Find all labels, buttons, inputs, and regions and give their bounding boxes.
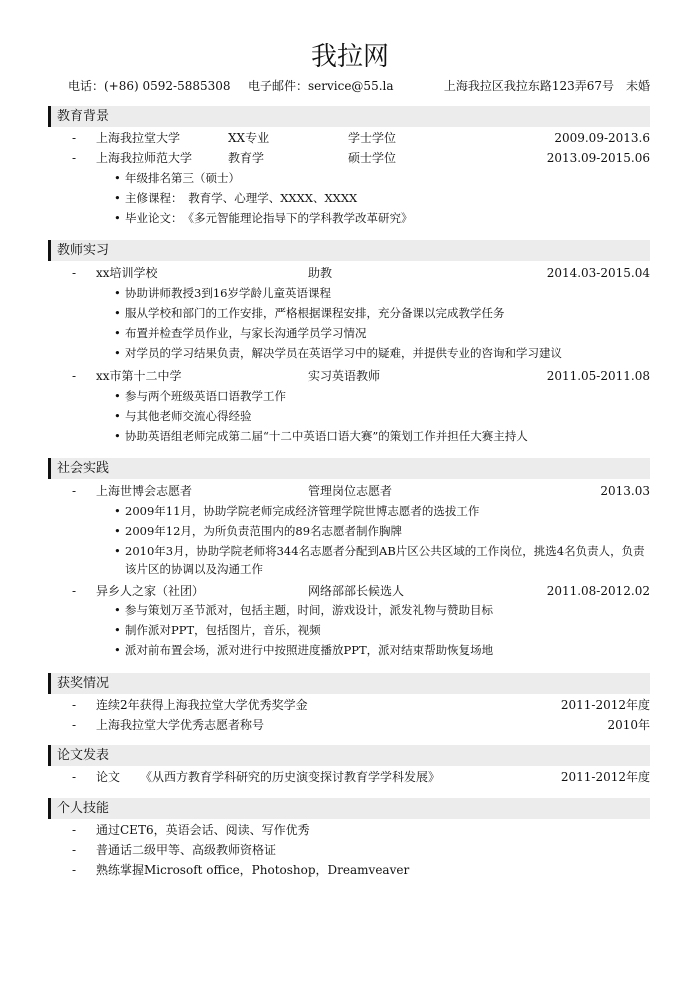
- bullet-icon: •: [114, 409, 121, 423]
- bullet-text: 协助英语组老师完成第二届“十二中英语口语大赛”的策划工作并担任大赛主持人: [125, 429, 528, 443]
- award-text: 上海我拉堂大学优秀志愿者称号: [96, 718, 265, 732]
- degree-name: 硕士学位: [348, 151, 397, 165]
- entry-date: 2009.09-2013.6: [554, 131, 650, 145]
- org-name: xx市第十二中学: [96, 369, 182, 383]
- internship-bullet: [114, 344, 650, 362]
- bullet-icon: •: [114, 643, 121, 657]
- school-name: 上海我拉堂大学: [96, 131, 181, 145]
- award-entry: [68, 716, 650, 734]
- social-entry: [68, 482, 650, 500]
- entry-date: 2013.09-2015.06: [546, 151, 650, 165]
- skill-text: 通过CET6，英语会话、阅读、写作优秀: [96, 823, 310, 837]
- dash-marker: -: [72, 584, 77, 598]
- entry-date: 2011.08-2012.02: [546, 584, 650, 598]
- section-title: 教师实习: [57, 243, 110, 258]
- role-name: 助教: [308, 266, 333, 280]
- dash-marker: -: [72, 770, 77, 784]
- resume-name: 我拉网: [310, 42, 389, 72]
- social-bullet: [114, 621, 650, 639]
- skill-entry: [68, 861, 650, 879]
- contact-line: [68, 78, 650, 94]
- social-bullet: [114, 502, 650, 520]
- bullet-icon: •: [114, 623, 121, 637]
- dash-marker: -: [72, 369, 77, 383]
- dash-marker: -: [72, 863, 77, 877]
- internship-bullet: [114, 284, 650, 302]
- internship-bullet: [114, 324, 650, 342]
- section-title: 个人技能: [57, 801, 110, 816]
- entry-date: 2013.03: [600, 484, 650, 498]
- bullet-icon: •: [114, 306, 121, 320]
- bullet-icon: •: [114, 524, 121, 538]
- major-name: XX专业: [228, 131, 270, 145]
- detail-text: 毕业论文： 《多元智能理论指导下的学科教学改革研究》: [125, 211, 413, 225]
- dash-marker: -: [72, 151, 77, 165]
- bullet-text: 派对前布置会场，派对进行中按照进度播放PPT，派对结束帮助恢复场地: [125, 643, 494, 657]
- skill-entry: [68, 821, 650, 839]
- role-name: 管理岗位志愿者: [308, 484, 393, 498]
- entry-date: 2014.03-2015.04: [546, 266, 650, 280]
- section-education: [48, 106, 650, 127]
- dash-marker: -: [72, 843, 77, 857]
- paper-label: 论文: [96, 770, 121, 784]
- social-entry: [68, 582, 650, 600]
- bullet-text: 与其他老师交流心得经验: [125, 409, 252, 423]
- internship-entry: [68, 367, 650, 385]
- skill-text: 熟练掌握Microsoft office，Photoshop，Dreamveaver: [96, 863, 410, 877]
- entry-date: 2011-2012年度: [560, 698, 650, 712]
- education-detail: [114, 209, 650, 227]
- dash-marker: -: [72, 484, 77, 498]
- bullet-icon: •: [114, 191, 121, 205]
- education-entry: [68, 129, 650, 147]
- role-name: 网络部部长候选人: [308, 584, 405, 598]
- bullet-icon: •: [114, 389, 121, 403]
- section-title: 社会实践: [57, 461, 110, 476]
- section-awards: [48, 673, 650, 694]
- education-entry: [68, 149, 650, 167]
- award-entry: [68, 696, 650, 714]
- contact-phone: 电话：(+86) 0592-5885308: [68, 79, 231, 93]
- education-detail: [114, 169, 650, 187]
- org-name: 上海世博会志愿者: [96, 484, 193, 498]
- section-internship: [48, 240, 650, 261]
- bullet-text: 对学员的学习结果负责，解决学员在英语学习中的疑难，并提供专业的咨询和学习建议: [125, 346, 562, 360]
- bullet-icon: •: [114, 544, 121, 558]
- bullet-icon: •: [114, 171, 121, 185]
- paper-entry: [68, 768, 650, 786]
- bullet-icon: •: [114, 211, 121, 225]
- bullet-icon: •: [114, 504, 121, 518]
- contact-email: 电子邮件：service@55.la: [248, 79, 394, 93]
- bullet-text: 2009年11月，协助学院老师完成经济管理学院世博志愿者的选拔工作: [125, 504, 480, 518]
- bullet-text: 制作派对PPT，包括图片，音乐，视频: [125, 623, 321, 637]
- bullet-icon: •: [114, 326, 121, 340]
- bullet-text: 参与策划万圣节派对，包括主题，时间，游戏设计，派发礼物与赞助目标: [125, 603, 493, 617]
- dash-marker: -: [72, 698, 77, 712]
- social-bullet: [114, 542, 650, 578]
- skill-text: 普通话二级甲等、高级教师资格证: [96, 843, 277, 857]
- bullet-icon: •: [114, 603, 121, 617]
- entry-date: 2010年: [607, 718, 650, 732]
- social-bullet: [114, 641, 650, 659]
- bullet-text: 布置并检查学员作业，与家长沟通学员学习情况: [125, 326, 367, 340]
- internship-entry: [68, 264, 650, 282]
- org-name: xx培训学校: [96, 266, 158, 280]
- paper-title: 《从西方教育学科研究的历史演变探讨教育学学科发展》: [140, 770, 441, 784]
- internship-bullet: [114, 387, 650, 405]
- internship-bullet: [114, 407, 650, 425]
- detail-text: 年级排名第三（硕士）: [125, 171, 240, 185]
- bullet-icon: •: [114, 346, 121, 360]
- social-bullet: [114, 522, 650, 540]
- dash-marker: -: [72, 823, 77, 837]
- org-name: 异乡人之家（社团）: [96, 584, 205, 598]
- skill-entry: [68, 841, 650, 859]
- section-skills: [48, 798, 650, 819]
- dash-marker: -: [72, 266, 77, 280]
- section-title: 教育背景: [57, 109, 110, 124]
- bullet-icon: •: [114, 429, 121, 443]
- bullet-text: 服从学校和部门的工作安排，严格根据课程安排，充分备课以完成教学任务: [125, 306, 505, 320]
- dash-marker: -: [72, 718, 77, 732]
- dash-marker: -: [72, 131, 77, 145]
- internship-bullet: [114, 427, 650, 445]
- major-name: 教育学: [228, 151, 265, 165]
- detail-text: 主修课程： 教育学、心理学、XXXX、XXXX: [125, 191, 358, 205]
- school-name: 上海我拉师范大学: [96, 151, 193, 165]
- role-name: 实习英语教师: [308, 369, 381, 383]
- bullet-text: 2009年12月，为所负责范围内的89名志愿者制作胸牌: [125, 524, 403, 538]
- bullet-text: 2010年3月，协助学院老师将344名志愿者分配到AB片区公共区域的工作岗位，挑选4名负责人，负责该片区的协调以及沟通工作: [125, 544, 645, 576]
- social-bullet: [114, 601, 650, 619]
- bullet-text: 协助讲师教授3到16岁学龄儿童英语课程: [125, 286, 331, 300]
- internship-bullet: [114, 304, 650, 322]
- section-social-practice: [48, 458, 650, 479]
- degree-name: 学士学位: [348, 131, 397, 145]
- entry-date: 2011-2012年度: [560, 770, 650, 784]
- education-detail: [114, 189, 650, 207]
- bullet-icon: •: [114, 286, 121, 300]
- section-papers: [48, 745, 650, 766]
- bullet-text: 参与两个班级英语口语教学工作: [125, 389, 286, 403]
- contact-address: 上海我拉区我拉东路123弄67号 未婚: [443, 79, 650, 93]
- section-title: 获奖情况: [57, 676, 110, 691]
- entry-date: 2011.05-2011.08: [546, 369, 650, 383]
- section-title: 论文发表: [57, 748, 110, 763]
- award-text: 连续2年获得上海我拉堂大学优秀奖学金: [96, 698, 308, 712]
